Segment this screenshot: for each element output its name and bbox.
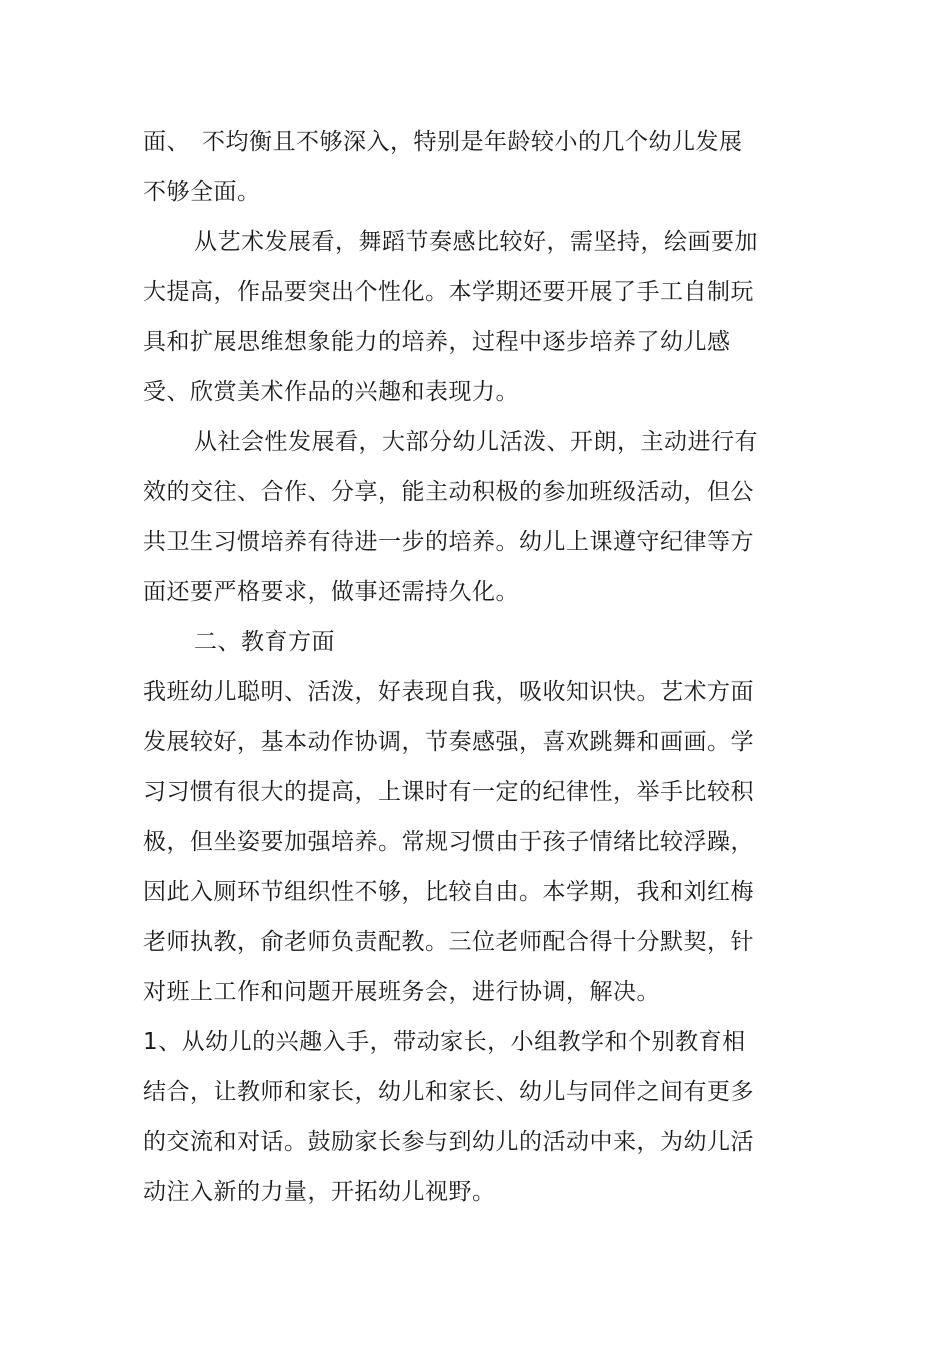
- text-line: 动注入新的力量，开拓幼儿视野。: [143, 1179, 496, 1205]
- text-line: 效的交往、合作、分享，能主动积极的参加班级活动，但公: [143, 479, 754, 505]
- text-line: 具和扩展思维想象能力的培养，过程中逐步培养了幼儿感: [143, 329, 731, 355]
- paragraph-start: 从艺术发展看，舞蹈节奏感比较好，需坚持，绘画要加: [194, 229, 758, 255]
- text-line: 的交流和对话。鼓励家长参与到幼儿的活动中来，为幼儿活: [143, 1129, 754, 1155]
- list-item: 1、从幼儿的兴趣入手，带动家长，小组教学和个别教育相: [143, 1029, 746, 1055]
- text-line: 面还要严格要求，做事还需持久化。: [143, 579, 519, 605]
- text-line: 受、欣赏美术作品的兴趣和表现力。: [143, 379, 519, 405]
- paragraph-start: 从社会性发展看，大部分幼儿活泼、开朗，主动进行有: [194, 429, 758, 455]
- text-line: 因此入厕环节组织性不够，比较自由。本学期，我和刘红梅: [143, 879, 754, 905]
- text-line: 我班幼儿聪明、活泼，好表现自我，吸收知识快。艺术方面: [143, 679, 754, 705]
- text-line: 结合，让教师和家长，幼儿和家长、幼儿与同伴之间有更多: [143, 1079, 754, 1105]
- text-line: 大提高，作品要突出个性化。本学期还要开展了手工自制玩: [143, 279, 754, 305]
- text-line: 发展较好，基本动作协调，节奏感强，喜欢跳舞和画画。学: [143, 729, 754, 755]
- section-heading: 二、教育方面: [194, 629, 335, 655]
- text-line: 对班上工作和问题开展班务会，进行协调，解决。: [143, 979, 660, 1005]
- text-line: 共卫生习惯培养有待进一步的培养。幼儿上课遵守纪律等方: [143, 529, 754, 555]
- text-line: 极，但坐姿要加强培养。常规习惯由于孩子情绪比较浮躁，: [143, 829, 754, 855]
- text-line: 老师执教，俞老师负责配教。三位老师配合得十分默契，针: [143, 929, 754, 955]
- text-line: 习习惯有很大的提高，上课时有一定的纪律性，举手比较积: [143, 779, 754, 805]
- text-line: 面、 不均衡且不够深入，特别是年龄较小的几个幼儿发展: [143, 129, 743, 155]
- text-line: 不够全面。: [143, 179, 261, 205]
